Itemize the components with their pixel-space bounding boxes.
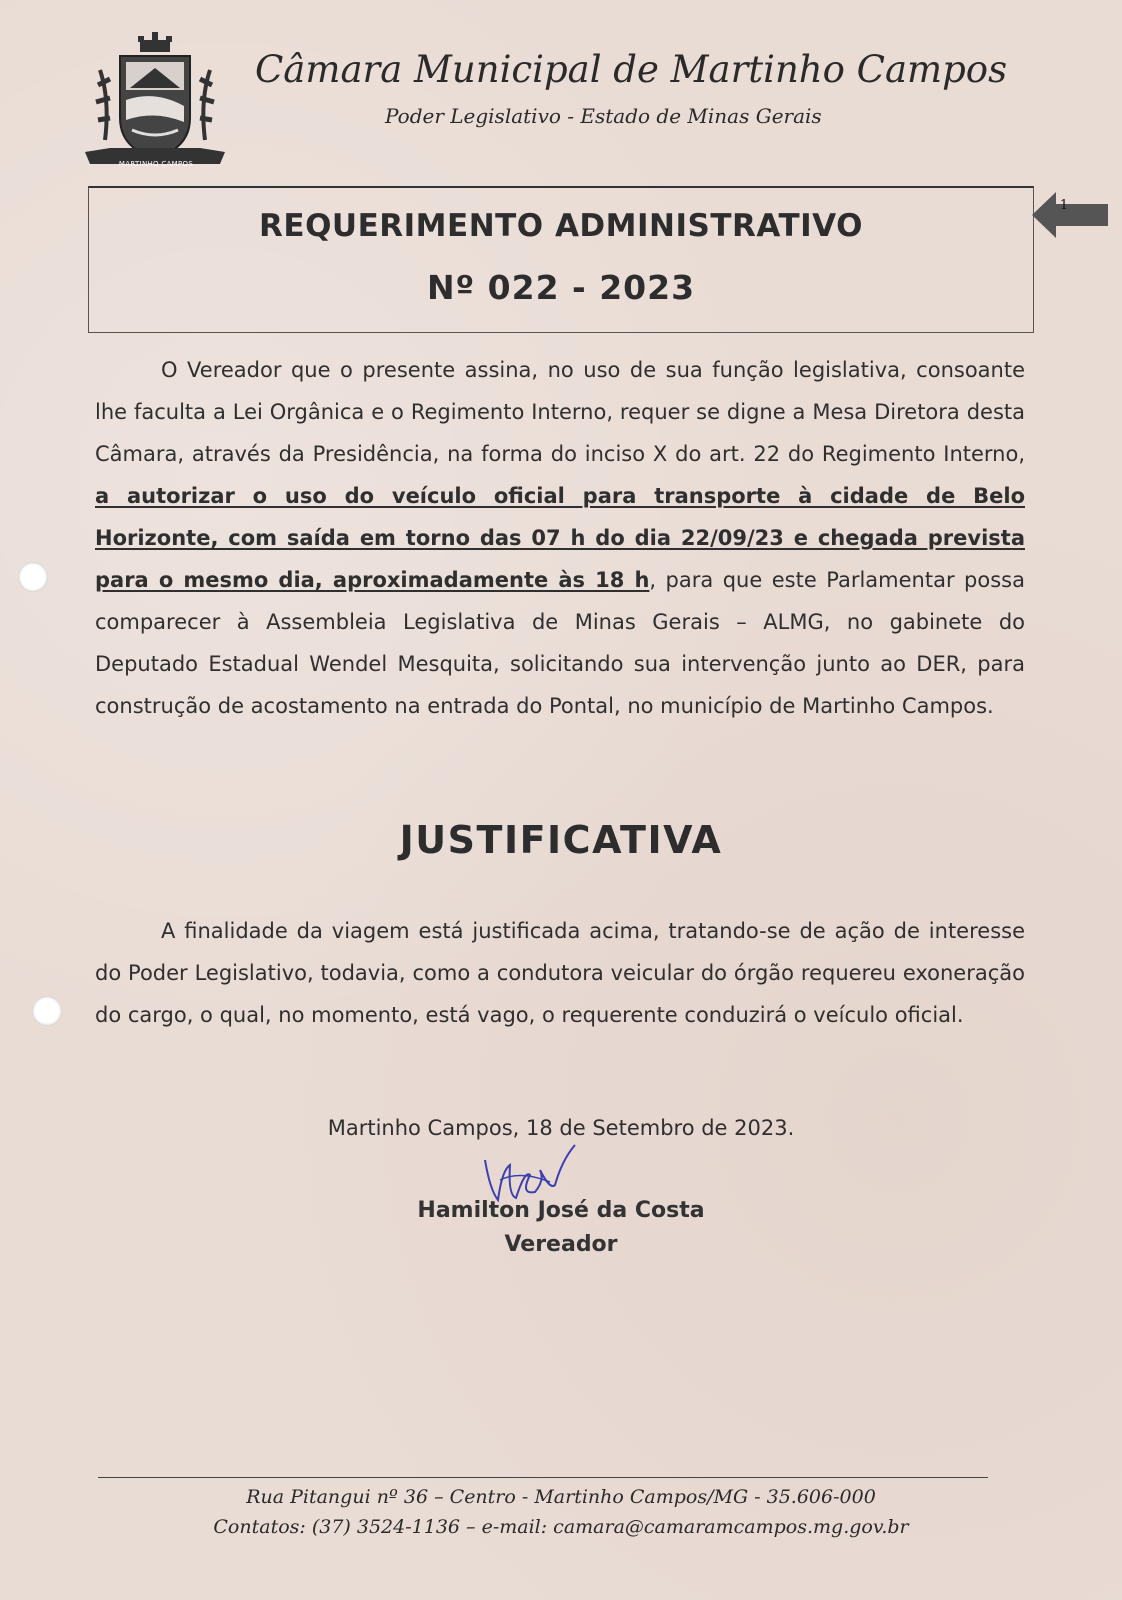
request-paragraph — [95, 349, 1025, 727]
crest-caption: MARTINHO CAMPOS — [118, 160, 194, 168]
document-number: Nº 022 - 2023 — [426, 268, 696, 307]
signer-name: Hamilton José da Costa — [417, 1198, 705, 1223]
punch-hole — [18, 562, 48, 592]
place-date: Martinho Campos, 18 de Setembro de 2023. — [327, 1116, 795, 1140]
footer-contacts: Contatos: (37) 3524-1136 – e-mail: camara@camaramcampos.mg.gov.br — [213, 1516, 909, 1538]
document-title: REQUERIMENTO ADMINISTRATIVO — [259, 208, 863, 244]
footer-address: Rua Pitangui nº 36 – Centro - Martinho Campos/MG - 35.606-000 — [246, 1486, 876, 1508]
institution-subtitle: Poder Legislativo - Estado de Minas Gerais — [385, 104, 822, 128]
request-emphasis: a autorizar o uso do veículo oficial para transporte à cidade de Belo Horizonte, com saída em torno das 07 h do dia 22/09/23 e chegada prevista para o mesmo dia, aproximadamente às 18 h — [95, 484, 1025, 592]
justification-heading: JUSTIFICATIVA — [399, 818, 723, 862]
justification-paragraph — [95, 910, 1025, 1036]
request-intro: O Vereador que o presente assina, no uso de sua função legislativa, consoante lhe faculta a Lei Orgânica e o Regimento Interno, requer se digne a Mesa Diretora desta Câmara, através da Presidência, na forma do inciso X do art. 22 do Regimento Interno, — [95, 358, 1025, 466]
footer-divider — [98, 1477, 988, 1478]
institution-name: Câmara Municipal de Martinho Campos — [255, 48, 1008, 91]
punch-hole — [32, 996, 62, 1026]
title-box — [88, 186, 1034, 333]
arrow-left-icon — [1030, 188, 1110, 242]
request-rest: , para que este Parlamentar possa comparecer à Assembleia Legislativa de Minas Gerais – ALMG, no gabinete do Deputado Estadual Wendel Mesquita, solicitando sua intervenção junto ao DER, para construção de acostamento na entrada do Pontal, no município de Martinho Campos. — [95, 568, 1025, 718]
page-number: 1 — [1059, 198, 1069, 213]
justification-text: A finalidade da viagem está justificada acima, tratando-se de ação de interesse do Poder Legislativo, todavia, como a condutora veicular do órgão requereu exoneração do cargo, o qual, no momento, está vago, o requerente conduzirá o veículo oficial. — [95, 919, 1025, 1027]
signer-role: Vereador — [504, 1232, 618, 1257]
